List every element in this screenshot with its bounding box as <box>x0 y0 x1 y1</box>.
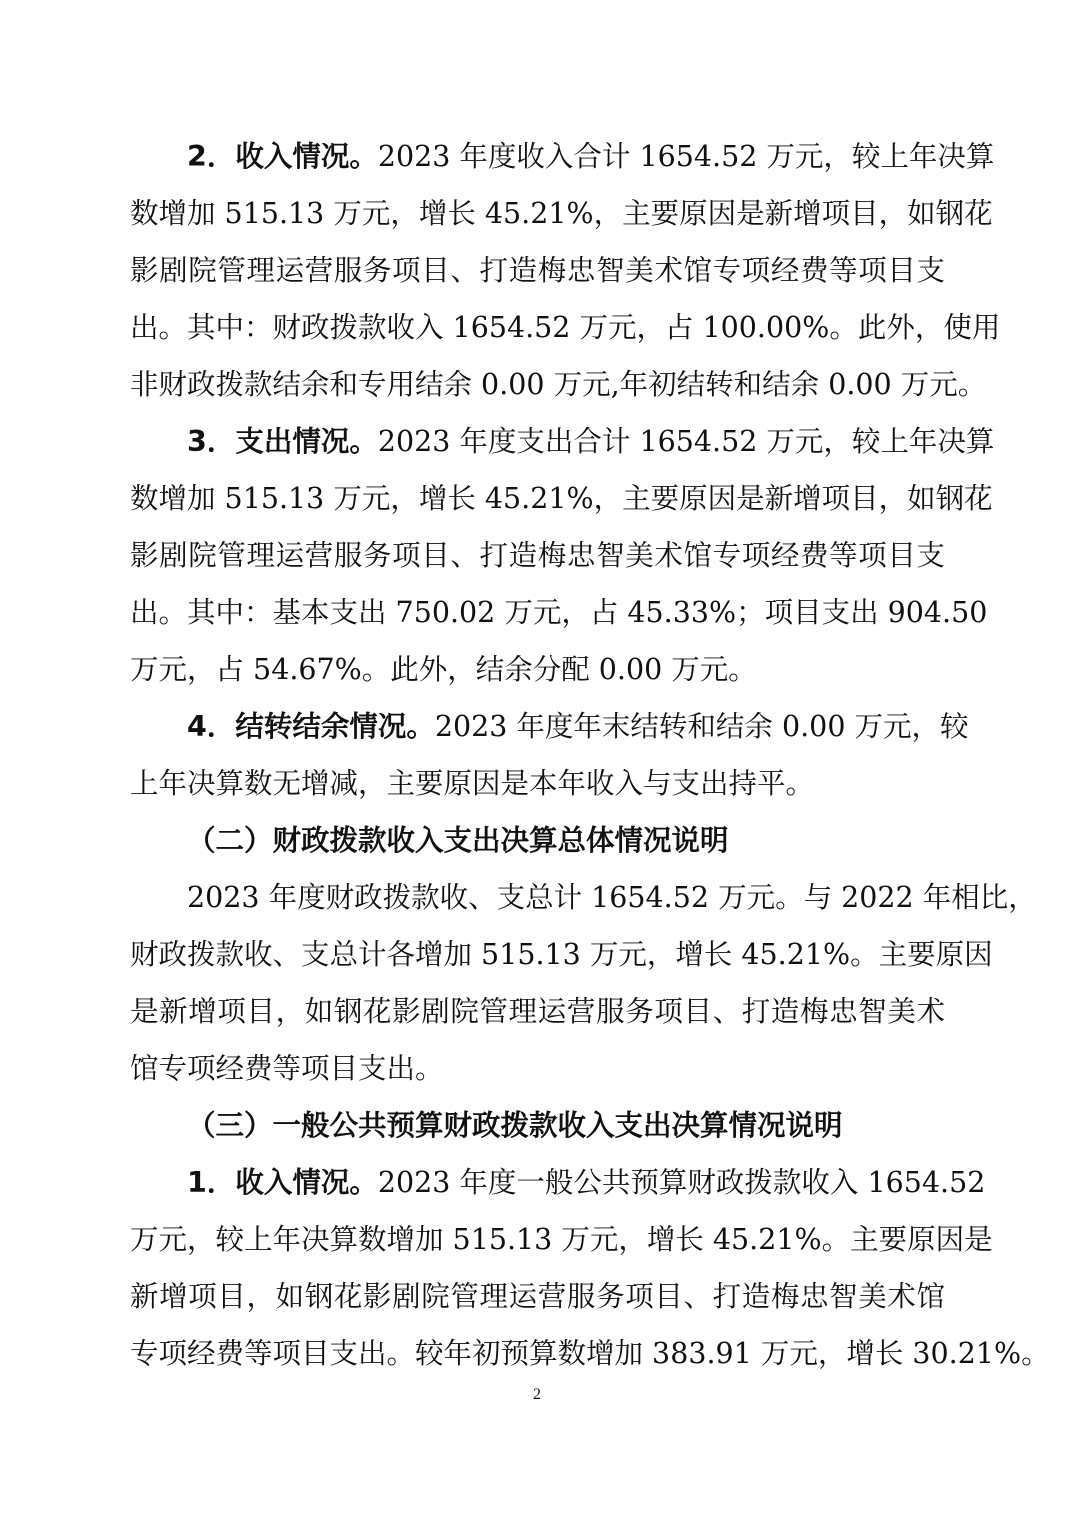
income-paragraph-line-5: 非财政拨款结余和专用结余 0.00 万元,年初结转和结余 0.00 万元。 <box>130 368 987 401</box>
section-three-line-1: 1．收入情况。2023 年度一般公共预算财政拨款收入 1654.52 <box>187 1166 986 1199</box>
section-two-line-1: 2023 年度财政拨款收、支总计 1654.52 万元。与 2022 年相比， <box>187 881 1037 914</box>
section-three-heading: （三）一般公共预算财政拨款收入支出决算情况说明 <box>187 1109 843 1142</box>
section-two-heading: （二）财政拨款收入支出决算总体情况说明 <box>187 824 729 857</box>
section-three-line-4: 专项经费等项目支出。较年初预算数增加 383.91 万元，增长 30.21%。 <box>130 1337 1050 1370</box>
section-three-line-3: 新增项目，如钢花影剧院管理运营服务项目、打造梅忠智美术馆 <box>130 1280 945 1313</box>
carryover-paragraph-line-2: 上年决算数无增减，主要原因是本年收入与支出持平。 <box>130 767 815 800</box>
page-number: 2 <box>533 1386 541 1403</box>
section-three-line-2: 万元，较上年决算数增加 515.13 万元，增长 45.21%。主要原因是 <box>130 1223 993 1256</box>
income-paragraph-line-1: 2．收入情况。2023 年度收入合计 1654.52 万元，较上年决算 <box>187 140 995 173</box>
expense-paragraph-line-5: 万元，占 54.67%。此外，结余分配 0.00 万元。 <box>130 653 757 686</box>
income-lead: 2．收入情况。 <box>187 140 378 173</box>
section-three-lead: 1．收入情况。 <box>187 1166 378 1199</box>
income-paragraph-line-4: 出。其中：财政拨款收入 1654.52 万元，占 100.00%。此外，使用 <box>130 311 1001 344</box>
expense-paragraph-line-3: 影剧院管理运营服务项目、打造梅忠智美术馆专项经费等项目支 <box>130 539 945 572</box>
expense-paragraph-line-4: 出。其中：基本支出 750.02 万元，占 45.33%；项目支出 904.50 <box>130 596 988 629</box>
section-two-line-3: 是新增项目，如钢花影剧院管理运营服务项目、打造梅忠智美术 <box>130 995 945 1028</box>
income-paragraph-line-3: 影剧院管理运营服务项目、打造梅忠智美术馆专项经费等项目支 <box>130 254 945 287</box>
expense-paragraph-line-1: 3．支出情况。2023 年度支出合计 1654.52 万元，较上年决算 <box>187 425 995 458</box>
section-two-line-2: 财政拨款收、支总计各增加 515.13 万元，增长 45.21%。主要原因 <box>130 938 993 971</box>
carryover-lead: 4．结转结余情况。 <box>187 710 435 743</box>
income-paragraph-line-2: 数增加 515.13 万元，增长 45.21%，主要原因是新增项目，如钢花 <box>130 197 993 230</box>
section-two-line-4: 馆专项经费等项目支出。 <box>130 1052 444 1085</box>
expense-lead: 3．支出情况。 <box>187 425 378 458</box>
carryover-paragraph-line-1: 4．结转结余情况。2023 年度年末结转和结余 0.00 万元，较 <box>187 710 969 743</box>
expense-paragraph-line-2: 数增加 515.13 万元，增长 45.21%，主要原因是新增项目，如钢花 <box>130 482 993 515</box>
